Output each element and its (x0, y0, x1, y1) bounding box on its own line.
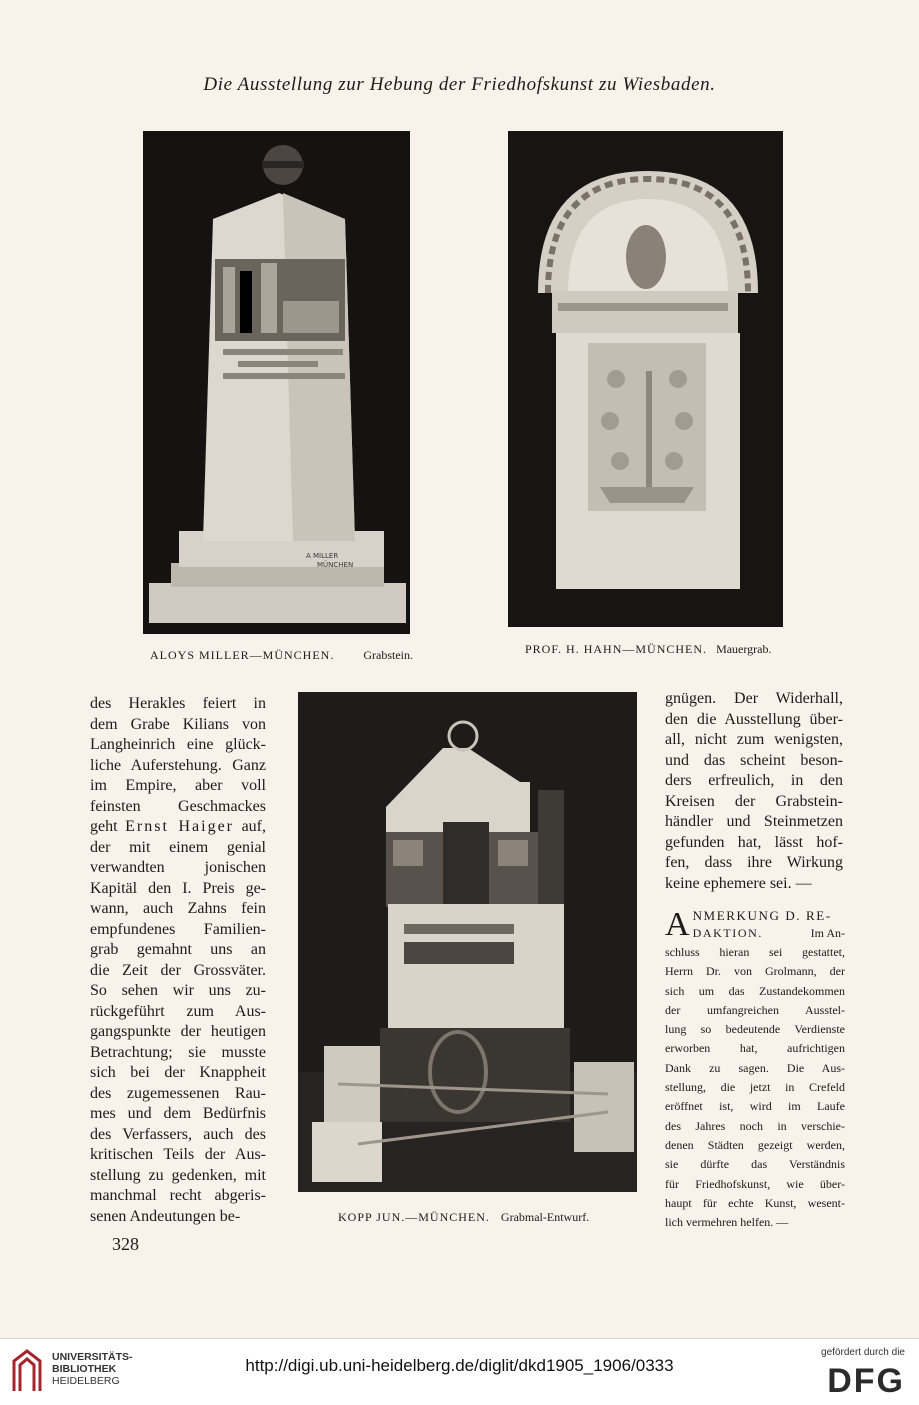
text-line: der mit einem genial (90, 838, 266, 856)
text-line: des Verfassers, auch des (90, 1125, 266, 1143)
note-initial: A (665, 906, 690, 943)
text-line: erworben hat, aufrichtigen (665, 1041, 845, 1056)
text-line: rückgeführt zum Aus- (90, 1002, 266, 1020)
text-line: manchmal recht abgeris- (90, 1187, 266, 1204)
photo-grabmal-entwurf-kopp (298, 692, 637, 1192)
library-line-2: BIBLIOTHEK (52, 1363, 117, 1375)
text-line: Betrachtung; sie musste (90, 1043, 266, 1061)
text-line: gnügen. Der Widerhall, (665, 690, 843, 707)
text-line: geht Ernst Haiger auf, (90, 818, 266, 835)
text-line: händler und Steinmetzen (665, 813, 843, 830)
footer-bar (0, 1338, 919, 1405)
text-line: ders erfreulich, in den (665, 772, 843, 789)
photo-grabstein-miller (143, 131, 410, 634)
dfg-logo[interactable]: DFG (827, 1362, 905, 1400)
text-line: gefunden hat, lässt hof- (665, 833, 843, 851)
text-line: senen Andeutungen be- (90, 1207, 241, 1225)
text-line: eröffnet ist, wird im Laufe (665, 1099, 845, 1114)
text-line: sich bei der Knappheit (90, 1064, 266, 1081)
caption-title: Grabmal-Entwurf. (500, 1210, 590, 1224)
text-line: lich vermehren helfen. — (665, 1215, 789, 1230)
text-line: keine ephemere sei. — (665, 874, 812, 892)
text-line: des Herakles feiert in (90, 695, 266, 712)
note-heading-line-2 (665, 926, 845, 944)
running-header: Die Ausstellung zur Hebung der Friedhofskunst zu Wiesbaden. (203, 74, 716, 95)
inscription-line-2: MÜNCHEN (317, 561, 354, 569)
text-line: So sehen wir uns zu- (90, 982, 266, 999)
text-line: stellung zu gedenken, mit (90, 1166, 266, 1184)
caption-artist: PROF. H. HAHN—MÜNCHEN. (525, 642, 708, 656)
page-number: 328 (112, 1234, 139, 1254)
text-line: wann, auch Zahns fein (90, 900, 266, 917)
text-line: gangspunkte der heutigen (90, 1023, 266, 1040)
text-line: des Jahres noch in verschie- (665, 1118, 845, 1133)
text-line: empfundenes Familien- (90, 920, 266, 938)
text-line: schluss hieran sei gestattet, (665, 945, 845, 959)
caption-mauergrab (525, 642, 772, 657)
text-line: feinsten Geschmackes (90, 797, 266, 815)
text-line: für Friedhofskunst, wie über- (665, 1176, 845, 1191)
caption-artist: ALOYS MILLER—MÜNCHEN. (150, 648, 335, 662)
note-heading-rest: Im An- (810, 926, 845, 940)
text-line: fen, dass ihre Wirkung (665, 854, 843, 871)
text-line: und das scheint beson- (665, 751, 843, 769)
text-line: die Zeit der Grossväter. (90, 961, 266, 979)
photo-mauergrab-hahn (508, 131, 783, 627)
right-text-column (665, 689, 843, 894)
caption-grabstein (150, 648, 413, 663)
text-line: im Empire, aber voll (90, 777, 266, 794)
text-line: Dank zu sagen. Die Aus- (665, 1060, 845, 1075)
library-line-3: HEIDELBERG (52, 1375, 120, 1387)
text-line: sich um das Zustandekommen (665, 983, 845, 998)
text-line: sie dürfte das Verständnis (665, 1157, 845, 1172)
text-line: grab gemahnt uns an (90, 941, 266, 958)
library-line-1: UNIVERSITÄTS- (52, 1351, 133, 1363)
caption-artist: KOPP JUN.—MÜNCHEN. (338, 1210, 490, 1224)
text-line: haupt für echte Kunst, wesent- (665, 1195, 845, 1210)
text-line: Herrn Dr. von Grolmann, der (665, 964, 845, 979)
funded-by-label: gefördert durch die (821, 1347, 905, 1358)
text-line: der umfangreichen Ausstel- (665, 1002, 845, 1017)
note-heading-line-1: NMERKUNG D. RE- (692, 908, 832, 923)
text-line: lung so bedeutende Verdienste (665, 1022, 845, 1037)
text-line: verwandten jonischen (90, 859, 266, 876)
text-line: mes und dem Bedürfnis (90, 1105, 266, 1122)
text-line: Kreisen der Grabstein- (665, 792, 843, 810)
note-heading-daktion: DAKTION. (692, 926, 764, 940)
text-line: denen Städten gezeigt werden, (665, 1137, 845, 1152)
text-line: den die Ausstellung über- (665, 710, 843, 728)
text-line: all, nicht zum wenigsten, (665, 731, 843, 748)
document-url-link[interactable]: http://digi.ub.uni-heidelberg.de/diglit/dkd1905_1906/0333 (245, 1356, 674, 1375)
caption-title: Grabstein. (363, 648, 413, 662)
text-line: kritischen Teils der Aus- (90, 1146, 266, 1163)
text-line: Langheinrich eine glück- (90, 736, 266, 753)
text-line: stellung, die jetzt in Crefeld (665, 1080, 845, 1095)
note-heading (665, 908, 845, 944)
caption-title: Mauergrab. (716, 642, 772, 656)
text-line: liche Auferstehung. Ganz (90, 756, 266, 774)
editorial-note-body (665, 945, 845, 1234)
caption-grabmal-entwurf (338, 1210, 589, 1225)
text-line: dem Grabe Kilians von (90, 715, 266, 733)
text-line: Kapitäl den I. Preis ge- (90, 879, 266, 897)
left-text-column (90, 694, 266, 1227)
inscription-line-1: A MILLER (306, 552, 339, 560)
text-line: des zugemessenen Rau- (90, 1084, 266, 1102)
